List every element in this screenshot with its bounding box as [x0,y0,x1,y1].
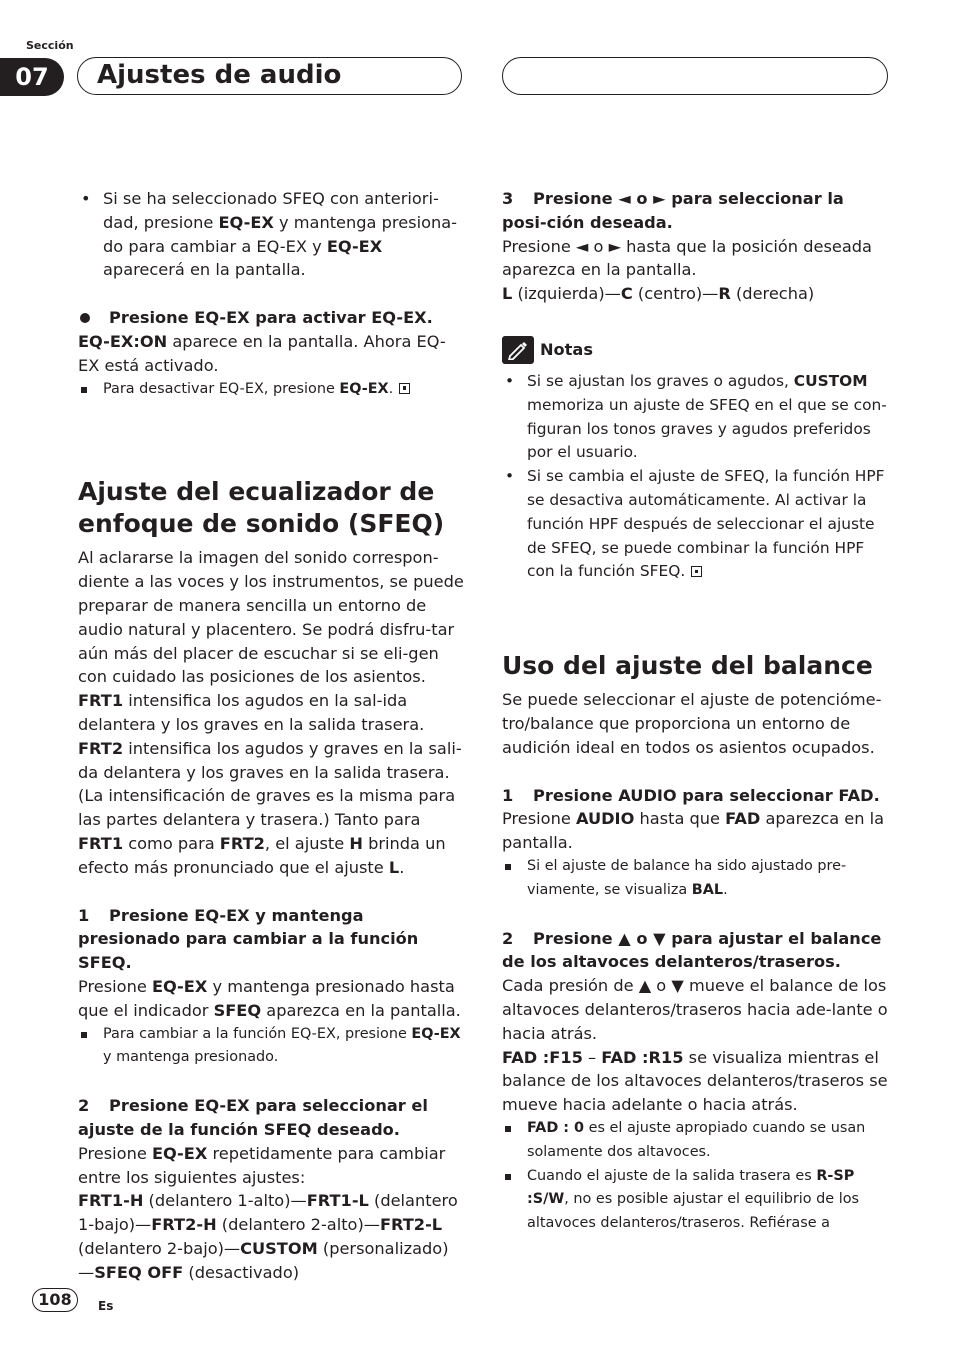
end-mark-icon [399,383,410,394]
sfeq-options-list: FRT1-H (delantero 1-alto)—FRT1-L (delantero 1-bajo)—FRT2-H (delantero 2-alto)—FRT2-L (delantero 2-bajo)—CUSTOM (personalizado) —SFEQ OFF (desactivado) [78,1191,458,1282]
sfeq-step1-body: Presione EQ-EX y mantenga presionado hasta que el indicador SFEQ aparezca en la pantalla. [78,976,461,1020]
sfeq-step3-positions: L (izquierda)—C (centro)—R (derecha) [502,284,815,304]
balance-step2-heading: 2 Presione ▲ o ▼ para ajustar el balance de los altavoces delanteros/traseros. [502,928,882,972]
section-number-badge: 07 [0,58,64,96]
note-custom: • Si se ajustan los graves o agudos, CUSTOM memoriza un ajuste de SFEQ en el que se con-figuran los tonos graves y agudos preferidos por el usuario. [502,370,890,465]
balance-intro: Se puede seleccionar el ajuste de potencióme-tro/balance que proporciona un entorno de audición ideal en todos os asientos ocupados. [502,690,882,757]
sfeq-intro: Al aclararse la imagen del sonido correspon-diente a las voces y los instrumentos, se puede preparar de manera sencilla un entorno de audio natural y placentero. Se podrá disfru-tar aún más del placer de escuchar si se eli-gen con cuidado las posiciones de los asientos. FRT1 intensifica los agudos en la sal-ida delantera y los graves en la salida trasera. FRT2 intensifica los agudos y graves en la sali-da delantera y los graves en la salida trasera. (La intensificación de graves es la misma para las partes delantera y trasera.) Tanto para FRT1 como para FRT2, el ajuste H brinda un efecto más pronunciado que el ajuste L. [78,548,464,877]
balance-note-fad0: FAD : 0 es el ajuste apropiado cuando se usan solamente dos altavoces. [502,1117,890,1165]
heading-balance: Uso del ajuste del balance [502,651,873,681]
note-deactivate-eqex: Para desactivar EQ-EX, presione EQ-EX. [78,378,464,402]
sfeq-step2-heading: 2 Presione EQ-EX para seleccionar el ajuste de la función SFEQ deseado. [78,1096,428,1139]
sfeq-step1-heading: 1 Presione EQ-EX y mantenga presionado para cambiar a la función SFEQ. [78,905,419,973]
balance-step1-heading: 1 Presione AUDIO para seleccionar FAD. [502,785,880,805]
sfeq-step3-heading: 3 Presione ◄ o ► para seleccionar la posi-ción deseada. [502,189,844,232]
note-hpf: • Si se cambia el ajuste de SFEQ, la función HPF se desactiva automáticamente. Al activar la función HPF después de seleccionar el ajuste de SFEQ, se puede combinar la función HPF con la función SFEQ. [502,465,890,584]
step-activate-eqex-heading: Presione EQ-EX para activar EQ-EX. [78,306,464,330]
step-activate-eqex-body: EQ-EX:ON aparece en la pantalla. Ahora EQ-EX está activado. [78,331,446,375]
section-title: Ajustes de audio [97,60,342,90]
balance-step2-body: Cada presión de ▲ o ▼ mueve el balance de los altavoces delanteros/traseros hacia ade-lante o hacia atrás. [502,976,888,1043]
balance-note-rsp: Cuando el ajuste de la salida trasera es R-SP :S/W, no es posible ajustar el equilibrio de los altavoces delanteros/traseros. Refiérase a [502,1165,890,1236]
balance-step1-note: Si el ajuste de balance ha sido ajustado pre-viamente, se visualiza BAL. [502,855,890,903]
left-column [78,187,464,1284]
sfeq-step3-body: Presione ◄ o ► hasta que la posición deseada aparezca en la pantalla. [502,236,872,280]
pencil-icon [502,336,534,364]
sfeq-step2-body: Presione EQ-EX repetidamente para cambiar entre los siguientes ajustes: [78,1143,446,1187]
end-mark-icon [691,566,702,577]
right-column [502,187,890,1236]
heading-sfeq: Ajuste del ecualizador de enfoque de sonido (SFEQ) [78,477,445,539]
language-code: Es [98,1299,114,1313]
notes-title: Notas [540,340,593,360]
section-label: Sección [26,39,74,52]
balance-step1-body: Presione AUDIO hasta que FAD aparezca en la pantalla. [502,809,885,853]
balance-step2-range: FAD :F15 – FAD :R15 se visualiza mientras el balance de los altavoces delanteros/traseros se mueve hacia adelante o hacia atrás. [502,1047,888,1115]
bullet-eqex-switch: • Si se ha seleccionado SFEQ con anteriori-dad, presione EQ-EX y mantenga presiona-do para cambiar a EQ-EX y EQ-EX aparecerá en la pantalla. [78,187,464,282]
page-number: 108 [32,1288,78,1312]
sfeq-step1-note: Para cambiar a la función EQ-EX, presione EQ-EX y mantenga presionado. [78,1023,464,1071]
notes-header [502,336,890,364]
section-header-empty-frame [502,57,888,95]
